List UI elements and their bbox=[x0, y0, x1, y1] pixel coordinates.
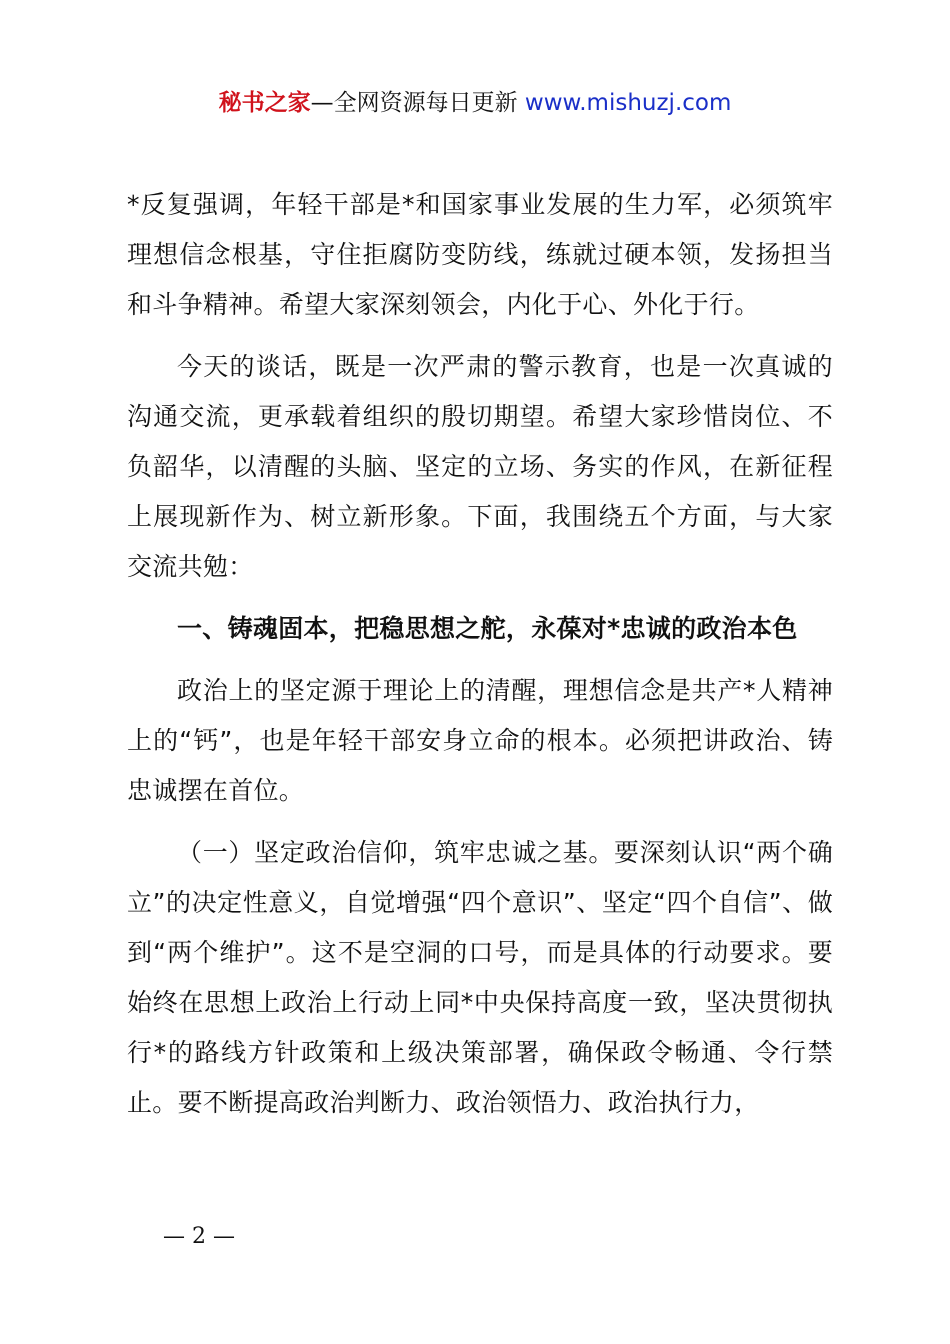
body-paragraph: 今天的谈话，既是一次严肃的警示教育，也是一次真诚的沟通交流，更承载着组织的殷切期望。希望大家珍惜岗位、不负韶华，以清醒的头脑、坚定的立场、务实的作风，在新征程上展现新作为、树立新形象。下面，我围绕五个方面，与大家交流共勉： bbox=[127, 352, 833, 581]
document-body bbox=[127, 180, 833, 1128]
body-paragraph: 政治上的坚定源于理论上的清醒，理想信念是共产*人精神上的“钙”，也是年轻干部安身立命的根本。必须把讲政治、铸忠诚摆在首位。 bbox=[127, 676, 833, 805]
page-number: — 2 — bbox=[163, 1224, 235, 1249]
site-watermark-header bbox=[0, 86, 950, 120]
section-heading: 一、铸魂固本，把稳思想之舵，永葆对*忠诚的政治本色 bbox=[177, 614, 798, 643]
body-paragraph: （一）坚定政治信仰，筑牢忠诚之基。要深刻认识“两个确立”的决定性意义，自觉增强“四个意识”、坚定“四个自信”、做到“两个维护”。这不是空洞的口号，而是具体的行动要求。要始终在思想上政治上行动上同*中央保持高度一致，坚决贯彻执行*的路线方针政策和上级决策部署，确保政令畅通、令行禁止。要不断提高政治判断力、政治领悟力、政治执行力， bbox=[127, 838, 833, 1117]
brand-name: 秘书之家 bbox=[218, 90, 311, 116]
body-paragraph-continued: *反复强调，年轻干部是*和国家事业发展的生力军，必须筑牢理想信念根基，守住拒腐防变防线，练就过硬本领，发扬担当和斗争精神。希望大家深刻领会，内化于心、外化于行。 bbox=[127, 190, 833, 319]
header-tagline: —全网资源每日更新 bbox=[310, 90, 525, 116]
website-url: www.mishuzj.com bbox=[524, 90, 732, 116]
